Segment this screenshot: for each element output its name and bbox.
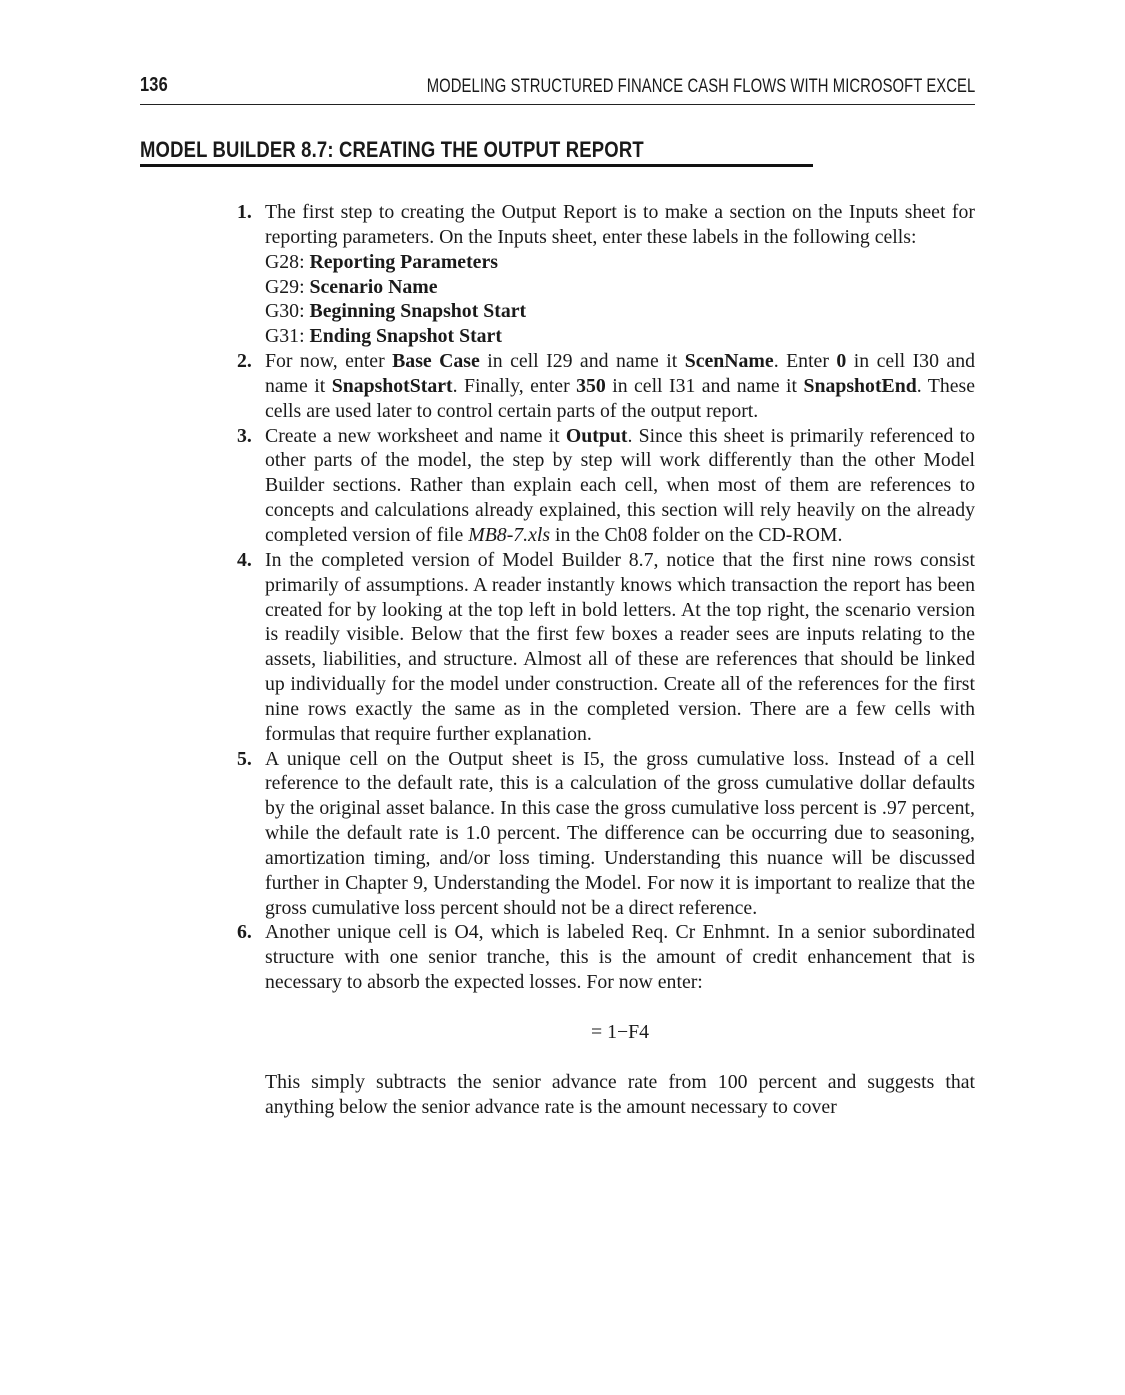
text-run: in cell I31 and name it: [605, 374, 804, 397]
text-run: . Enter: [773, 350, 837, 373]
step-item-6: [237, 920, 975, 1119]
bold-term: SnapshotStart: [331, 374, 453, 397]
formula: = 1−F4: [590, 1021, 650, 1043]
cell-ref: G30:: [265, 300, 310, 323]
cell-label-line: [265, 275, 975, 300]
bold-term: ScenName: [684, 350, 774, 373]
step-text: Another unique cell is O4, which is labeled Req. Cr Enhmnt. In a senior subordinated structure with one senior tranche, this is the amount of credit enhancement that is necessary to absorb the expected losses. For now enter:: [265, 921, 975, 994]
bold-term: SnapshotEnd: [803, 374, 917, 397]
step-text-continued: This simply subtracts the senior advance rate from 100 percent and suggests that anything below the senior advance rate is the amount necessary to cover: [265, 1070, 975, 1118]
text-run: . These cells are used later to control certain parts of the output report.: [265, 374, 975, 422]
step-item-4: [237, 548, 975, 747]
section-title: [140, 137, 813, 167]
cell-label-line: [265, 324, 975, 349]
cell-label-line: [265, 250, 975, 275]
text-run: in cell I29 and name it: [479, 350, 685, 373]
step-number: 1.: [237, 201, 252, 223]
text-run: . Finally, enter: [452, 374, 577, 397]
text-run: in cell I30 and name it: [265, 350, 975, 397]
cell-label: Beginning Snapshot Start: [309, 300, 527, 323]
step-number: 2.: [237, 350, 252, 373]
running-head: MODELING STRUCTURED FINANCE CASH FLOWS WITH MICROSOFT EXCEL: [426, 76, 975, 97]
section-title-text: MODEL BUILDER 8.7: CREATING THE OUTPUT REPORT: [140, 137, 644, 162]
step-number: 6.: [237, 921, 252, 944]
step-number: 4.: [237, 548, 252, 571]
step-item-1: [237, 200, 975, 349]
cell-label: Scenario Name: [309, 275, 438, 298]
bold-term: 350: [576, 374, 606, 397]
text-run: Create a new worksheet and name it: [265, 424, 566, 447]
text-run: For now, enter: [265, 350, 393, 373]
bold-term: Output: [565, 424, 628, 447]
step-item-5: [237, 747, 975, 921]
text-run: in the Ch08 folder on the CD-ROM.: [550, 523, 843, 546]
bold-term: Base Case: [392, 350, 480, 373]
cell-ref: G29:: [265, 275, 310, 298]
step-number: 5.: [237, 747, 252, 770]
bold-term: 0: [836, 350, 847, 373]
step-text: In the completed version of Model Builder 8.7, notice that the first nine rows consist primarily of assumptions. A reader instantly knows which transaction the report has been created for by looking at the top left in bold letters. At the top right, the scenario version is readily visible. Below that the first few boxes a reader sees are inputs relating to the assets, liabilities, and structure. Almost all of these are references that should be linked up individually for the model under construction. Create all of the references for the first nine rows exactly the same as in the completed version. There are a few cells with formulas that require further explanation.: [265, 548, 975, 745]
step-number: 3.: [237, 424, 252, 447]
step-item-3: [237, 424, 975, 548]
page-header: [140, 74, 975, 105]
step-item-2: [237, 349, 975, 424]
cell-ref: G31:: [265, 325, 310, 348]
file-name: MB8-7.xls: [468, 523, 551, 546]
cell-ref: G28:: [265, 250, 310, 273]
cell-label-line: [265, 299, 975, 324]
step-text: The first step to creating the Output Report is to make a section on the Inputs sheet for reporting parameters. On the Inputs sheet, enter these labels in the following cells:: [265, 201, 975, 248]
step-text: [265, 349, 975, 424]
step-text: A unique cell on the Output sheet is I5, the gross cumulative loss. Instead of a cell reference to the default rate, this is a calculation of the gross cumulative dollar defaults by the original asset balance. In this case the gross cumulative loss percent is .97 percent, while the default rate is 1.0 percent. The difference can be occurring due to seasoning, amortization timing, and/or loss timing. Understanding this nuance will be discussed further in Chapter 9, Understanding the Model. For now it is important to realize that the gross cumulative loss percent should not be a direct reference.: [265, 747, 975, 919]
cell-label: Reporting Parameters: [309, 250, 498, 273]
step-list: [237, 200, 975, 1120]
step-text: [265, 424, 975, 548]
page-number: 136: [140, 74, 168, 96]
cell-label: Ending Snapshot Start: [309, 325, 502, 348]
text-run: . Since this sheet is primarily referenced to other parts of the model, the step by step will work differently than the other Model Builder sections. Rather than explain each cell, when most of them are references to concepts and calculations already explained, this section will rely heavily on the already completed version of file: [265, 424, 975, 546]
